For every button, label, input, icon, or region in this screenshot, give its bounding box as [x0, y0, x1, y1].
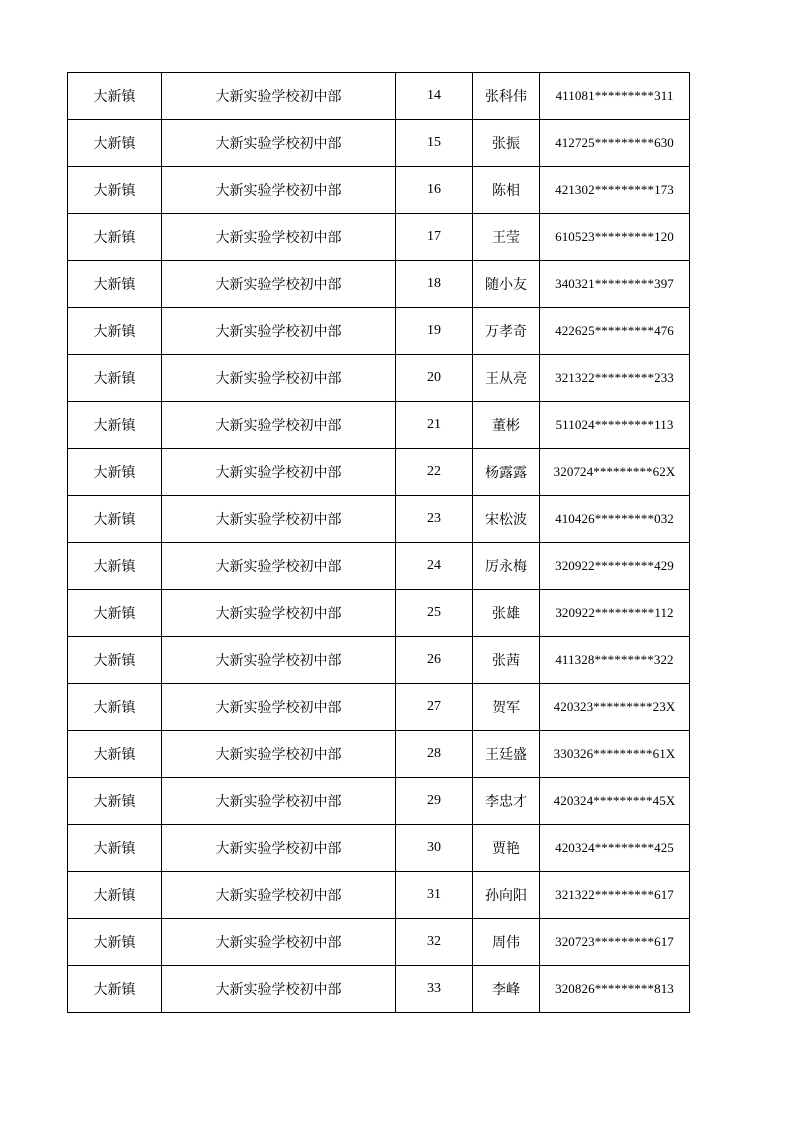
person-name-cell: 董彬 — [473, 402, 540, 449]
town-cell: 大新镇 — [68, 731, 162, 778]
table-row — [68, 590, 690, 637]
id-number-cell: 320724*********62X — [540, 449, 690, 496]
seq-number-cell: 14 — [396, 73, 473, 120]
school-cell: 大新实验学校初中部 — [162, 167, 396, 214]
person-name-cell: 王莹 — [473, 214, 540, 261]
seq-number-cell: 32 — [396, 919, 473, 966]
seq-number-cell: 26 — [396, 637, 473, 684]
town-cell: 大新镇 — [68, 919, 162, 966]
seq-number-cell: 23 — [396, 496, 473, 543]
table-row — [68, 214, 690, 261]
id-number-cell: 421302*********173 — [540, 167, 690, 214]
table-row — [68, 731, 690, 778]
table-row — [68, 872, 690, 919]
town-cell: 大新镇 — [68, 590, 162, 637]
person-name-cell: 厉永梅 — [473, 543, 540, 590]
id-number-cell: 320922*********112 — [540, 590, 690, 637]
id-number-cell: 420323*********23X — [540, 684, 690, 731]
school-cell: 大新实验学校初中部 — [162, 590, 396, 637]
table-row — [68, 402, 690, 449]
person-name-cell: 李峰 — [473, 966, 540, 1013]
table-row — [68, 778, 690, 825]
table-row — [68, 308, 690, 355]
school-cell: 大新实验学校初中部 — [162, 214, 396, 261]
town-cell: 大新镇 — [68, 355, 162, 402]
id-number-cell: 610523*********120 — [540, 214, 690, 261]
id-number-cell: 411081*********311 — [540, 73, 690, 120]
town-cell: 大新镇 — [68, 543, 162, 590]
roster-table — [67, 72, 690, 1013]
school-cell: 大新实验学校初中部 — [162, 355, 396, 402]
id-number-cell: 420324*********425 — [540, 825, 690, 872]
town-cell: 大新镇 — [68, 637, 162, 684]
table-row — [68, 543, 690, 590]
table-row — [68, 825, 690, 872]
person-name-cell: 张科伟 — [473, 73, 540, 120]
seq-number-cell: 17 — [396, 214, 473, 261]
person-name-cell: 周伟 — [473, 919, 540, 966]
id-number-cell: 420324*********45X — [540, 778, 690, 825]
town-cell: 大新镇 — [68, 684, 162, 731]
person-name-cell: 宋松波 — [473, 496, 540, 543]
school-cell: 大新实验学校初中部 — [162, 449, 396, 496]
seq-number-cell: 21 — [396, 402, 473, 449]
school-cell: 大新实验学校初中部 — [162, 919, 396, 966]
town-cell: 大新镇 — [68, 214, 162, 261]
person-name-cell: 孙向阳 — [473, 872, 540, 919]
seq-number-cell: 18 — [396, 261, 473, 308]
school-cell: 大新实验学校初中部 — [162, 402, 396, 449]
person-name-cell: 王廷盛 — [473, 731, 540, 778]
seq-number-cell: 25 — [396, 590, 473, 637]
school-cell: 大新实验学校初中部 — [162, 543, 396, 590]
id-number-cell: 320826*********813 — [540, 966, 690, 1013]
town-cell: 大新镇 — [68, 496, 162, 543]
town-cell: 大新镇 — [68, 261, 162, 308]
school-cell: 大新实验学校初中部 — [162, 731, 396, 778]
person-name-cell: 陈相 — [473, 167, 540, 214]
person-name-cell: 随小友 — [473, 261, 540, 308]
school-cell: 大新实验学校初中部 — [162, 73, 396, 120]
id-number-cell: 410426*********032 — [540, 496, 690, 543]
table-row — [68, 261, 690, 308]
school-cell: 大新实验学校初中部 — [162, 308, 396, 355]
table-row — [68, 637, 690, 684]
person-name-cell: 李忠才 — [473, 778, 540, 825]
person-name-cell: 贺军 — [473, 684, 540, 731]
table-row — [68, 966, 690, 1013]
school-cell: 大新实验学校初中部 — [162, 496, 396, 543]
seq-number-cell: 28 — [396, 731, 473, 778]
town-cell: 大新镇 — [68, 73, 162, 120]
town-cell: 大新镇 — [68, 825, 162, 872]
id-number-cell: 412725*********630 — [540, 120, 690, 167]
seq-number-cell: 29 — [396, 778, 473, 825]
town-cell: 大新镇 — [68, 167, 162, 214]
table-row — [68, 684, 690, 731]
school-cell: 大新实验学校初中部 — [162, 120, 396, 167]
id-number-cell: 330326*********61X — [540, 731, 690, 778]
school-cell: 大新实验学校初中部 — [162, 825, 396, 872]
person-name-cell: 万孝奇 — [473, 308, 540, 355]
person-name-cell: 张雄 — [473, 590, 540, 637]
town-cell: 大新镇 — [68, 120, 162, 167]
id-number-cell: 320922*********429 — [540, 543, 690, 590]
town-cell: 大新镇 — [68, 966, 162, 1013]
table-row — [68, 120, 690, 167]
town-cell: 大新镇 — [68, 872, 162, 919]
seq-number-cell: 22 — [396, 449, 473, 496]
table-row — [68, 167, 690, 214]
town-cell: 大新镇 — [68, 449, 162, 496]
id-number-cell: 422625*********476 — [540, 308, 690, 355]
table-row — [68, 496, 690, 543]
seq-number-cell: 30 — [396, 825, 473, 872]
person-name-cell: 贾艳 — [473, 825, 540, 872]
town-cell: 大新镇 — [68, 308, 162, 355]
seq-number-cell: 19 — [396, 308, 473, 355]
id-number-cell: 411328*********322 — [540, 637, 690, 684]
seq-number-cell: 33 — [396, 966, 473, 1013]
school-cell: 大新实验学校初中部 — [162, 684, 396, 731]
table-row — [68, 355, 690, 402]
person-name-cell: 张振 — [473, 120, 540, 167]
id-number-cell: 321322*********233 — [540, 355, 690, 402]
table-row — [68, 449, 690, 496]
seq-number-cell: 31 — [396, 872, 473, 919]
seq-number-cell: 27 — [396, 684, 473, 731]
seq-number-cell: 15 — [396, 120, 473, 167]
id-number-cell: 340321*********397 — [540, 261, 690, 308]
id-number-cell: 511024*********113 — [540, 402, 690, 449]
school-cell: 大新实验学校初中部 — [162, 778, 396, 825]
town-cell: 大新镇 — [68, 402, 162, 449]
table-row — [68, 73, 690, 120]
table-row — [68, 919, 690, 966]
seq-number-cell: 16 — [396, 167, 473, 214]
school-cell: 大新实验学校初中部 — [162, 966, 396, 1013]
person-name-cell: 王从亮 — [473, 355, 540, 402]
seq-number-cell: 20 — [396, 355, 473, 402]
person-name-cell: 张茜 — [473, 637, 540, 684]
id-number-cell: 320723*********617 — [540, 919, 690, 966]
school-cell: 大新实验学校初中部 — [162, 261, 396, 308]
seq-number-cell: 24 — [396, 543, 473, 590]
roster-table-body — [68, 73, 690, 1013]
school-cell: 大新实验学校初中部 — [162, 872, 396, 919]
person-name-cell: 杨露露 — [473, 449, 540, 496]
school-cell: 大新实验学校初中部 — [162, 637, 396, 684]
id-number-cell: 321322*********617 — [540, 872, 690, 919]
town-cell: 大新镇 — [68, 778, 162, 825]
